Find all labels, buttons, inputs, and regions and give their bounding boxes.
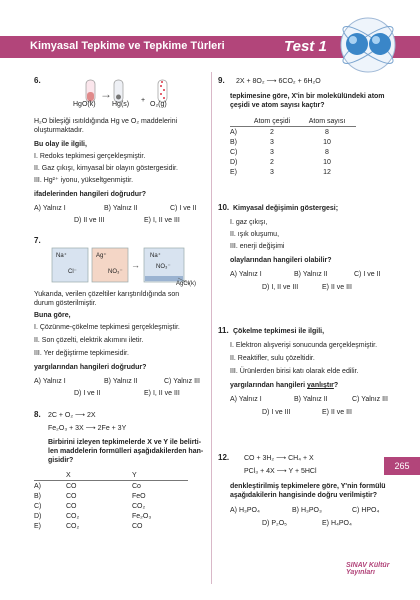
q7-stem-line1: Yukarıda, verilen çözeltiler karıştırıldığında son [34,291,180,298]
q9-row-d[interactable] [230,157,356,167]
q9-cell-kind: 3 [270,148,274,156]
q9-row-letter: C) [230,148,238,156]
q8-row-letter: A) [34,482,41,490]
q11-stem: Çökelme tepkimesi ile ilgili, [233,328,325,335]
q8-options-table [34,470,188,531]
q8-stem-line3: gisidir? [48,457,74,464]
q10-statement-1: I. gaz çıkışı, [230,219,268,226]
q10-option-a[interactable]: A) Yalnız I [230,271,262,278]
q12-option-e[interactable]: E) H₄PO₄ [322,520,352,527]
q11-question-text: yargılarından hangileri [230,382,308,389]
q12-stem-line1: denkleştirilmiş tepkimelere göre, Y'nin formülü [230,483,386,490]
q11-question [230,381,338,390]
q12-option-b[interactable]: B) H₃PO₃ [292,507,322,514]
q7-option-e[interactable]: E) I, II ve III [144,390,180,397]
q12-stem-line2: aşağıdakilerin hangisinde doğru verilmiştir? [230,492,378,499]
svg-text:→: → [131,260,140,270]
q10-statement-2: II. ışık oluşumu, [230,231,280,238]
page-number: 265 [384,457,420,475]
publisher-logo: SINAV Kültür Yayınları [346,562,390,576]
q9-row-letter: E) [230,168,237,176]
q11-number: 11. [218,326,229,335]
q9-equation: 2X + 8O₂ ⟶ 6CO₂ + 6H₂O [236,78,321,85]
q12-option-c[interactable]: C) HPO₄ [352,507,380,514]
q9-stem-line1: tepkimesine göre, X'in bir molekülündeki atom [230,93,385,100]
q7-option-a[interactable]: A) Yalnız I [34,378,66,385]
q8-row-c[interactable] [34,501,188,511]
q8-head-y: Y [122,470,188,481]
q9-row-e[interactable] [230,167,356,177]
q7-precipitate-label: AgCl(k) [176,281,197,287]
q6-stem-line1: H₂O bileşiği ısıtıldığında Hg ve O₂ maddelerini [34,118,178,125]
q10-option-b[interactable]: B) Yalnız II [294,271,328,278]
q9-row-letter: B) [230,138,237,146]
q11-question-mark: ? [333,382,339,389]
q7-number: 7. [34,236,41,245]
q8-row-e[interactable] [34,521,188,531]
q9-number: 9. [218,76,225,85]
chapter-title: Kimyasal Tepkime ve Tepkime Türleri [30,40,225,52]
q9-cell-count: 8 [325,128,329,136]
q12-reaction-1: CO + 3H₂ ⟶ CH₄ + X [244,455,314,462]
q11-option-c[interactable]: C) Yalnız III [352,396,388,403]
q6-stem-line2: oluşturmaktadır. [34,127,84,134]
q6-label-o2: O₂(g) [150,101,167,108]
q8-row-a[interactable] [34,481,188,492]
q6-question: ifadelerinden hangileri doğrudur? [34,191,147,198]
q8-cell-x: CO [66,502,77,510]
q8-cell-x: CO₂ [66,512,80,520]
q7-lead: Buna göre, [34,312,71,319]
q12-number: 12. [218,453,230,462]
q10-statement-3: III. enerji değişimi [230,243,285,250]
q7-stem-line2: durum gösterilmiştir. [34,300,97,307]
q8-cell-y: CO₂ [132,502,146,510]
q11-option-a[interactable]: A) Yalnız I [230,396,262,403]
q8-stem-line1: Birbirini izleyen tepkimelerde X ve Y ile belirti- [48,439,202,446]
q11-statement-3: III. Ürünlerden birisi katı olarak elde edilir. [230,368,359,375]
q9-cell-count: 8 [325,148,329,156]
q6-option-a[interactable]: A) Yalnız I [34,205,66,212]
q10-number: 10. [218,203,230,212]
atoms-logo-icon [333,14,403,76]
q6-plus: + [141,97,146,104]
q8-reaction-2: Fe₂O₃ + 3X ⟶ 2Fe + 3Y [48,425,127,432]
q9-cell-kind: 2 [270,158,274,166]
q6-number: 6. [34,76,41,85]
q9-stem-line2: çeşidi ve atom sayısı kaçtır? [230,102,325,109]
q9-cell-count: 10 [323,138,331,146]
q8-row-b[interactable] [34,491,188,501]
svg-text:→: → [100,87,112,101]
q10-option-e[interactable]: E) II ve III [322,284,352,291]
q8-cell-y: Co [132,482,141,490]
q8-cell-y: FeO [132,492,146,500]
q7-option-c[interactable]: C) Yalnız III [164,378,200,385]
q9-cell-count: 12 [323,168,331,176]
q9-options-table [230,116,356,177]
q8-row-letter: B) [34,492,41,500]
q9-row-a[interactable] [230,127,356,138]
q6-statement-1: I. Redoks tepkimesi gerçekleşmiştir. [34,153,146,160]
q8-reaction-1: 2C + O₂ ⟶ 2X [48,412,96,419]
q6-label-hgo: HgO(k) [73,101,96,108]
q6-option-c[interactable]: C) I ve II [170,205,197,212]
q9-head-atom-count: Atom sayısı [298,116,356,127]
q7-statement-2: II. Son çözelti, elektrik akımını iletir. [34,337,144,344]
q6-statement-2: II. Gaz çıkışı, kimyasal bir olayın göstergesidir. [34,165,178,172]
q9-cell-count: 10 [323,158,331,166]
q8-cell-y: Fe₂O₃ [132,512,152,520]
q11-option-e[interactable]: E) II ve III [322,409,352,416]
q11-question-emphasis: yanlıştır [307,382,334,389]
q7-statement-3: III. Yer değiştirme tepkimesidir. [34,350,129,357]
q6-lead: Bu olay ile ilgili, [34,141,87,148]
q9-row-c[interactable] [230,147,356,157]
q8-cell-y: CO [132,522,143,530]
q7-ion-na1: Na⁺ [56,253,67,259]
q11-option-b[interactable]: B) Yalnız II [294,396,328,403]
q8-cell-x: CO [66,492,77,500]
q7-ion-cl: Cl⁻ [68,269,77,275]
q9-cell-kind: 3 [270,168,274,176]
q7-option-d[interactable]: D) I ve II [74,390,101,397]
q10-stem: Kimyasal değişimin göstergesi; [233,205,339,212]
q8-cell-x: CO₂ [66,522,80,530]
q9-row-b[interactable] [230,137,356,147]
q8-number: 8. [34,410,41,419]
test-label: Test 1 [284,38,327,55]
q6-label-hg: Hg(s) [112,101,130,108]
q10-question: olaylarından hangileri olabilir? [230,257,332,264]
q8-row-letter: E) [34,522,41,530]
q7-option-b[interactable]: B) Yalnız II [104,378,138,385]
q12-option-a[interactable]: A) H₃PO₄ [230,507,260,514]
q8-head-x: X [56,470,122,481]
column-divider [211,72,212,584]
q9-row-letter: D) [230,158,238,166]
q6-option-d[interactable]: D) II ve III [74,217,105,224]
q7-ion-na2: Na⁺ [150,253,161,259]
q11-statement-2: II. Reaktifler, sulu çözeltidir. [230,355,315,362]
q7-ion-ag: Ag⁺ [96,253,107,259]
q8-cell-x: CO [66,482,77,490]
q9-row-letter: A) [230,128,237,136]
q6-option-e[interactable]: E) I, II ve III [144,217,180,224]
q12-option-d[interactable]: D) P₂O₅ [262,520,287,527]
q10-option-c[interactable]: C) I ve II [354,271,381,278]
q11-statement-1: I. Elektron alışverişi sonucunda gerçekleşmiştir. [230,342,378,349]
q12-reaction-2: PCl₃ + 4X ⟶ Y + 5HCl [244,468,317,475]
q6-statement-3: III. Hg²⁺ iyonu, yükseltgenmiştir. [34,177,134,184]
q9-cell-kind: 2 [270,128,274,136]
q7-ion-no3-2: NO₃⁻ [156,264,171,270]
q6-option-b[interactable]: B) Yalnız II [104,205,138,212]
q9-cell-kind: 3 [270,138,274,146]
q7-ion-no3-1: NO₃⁻ [108,269,123,275]
q7-statement-1: I. Çözünme-çökelme tepkimesi gerçekleşmiştir. [34,324,180,331]
q7-question: yargılarından hangileri doğrudur? [34,364,147,371]
q9-head-atom-kind: Atom çeşidi [246,116,298,127]
q8-stem-line2: len maddelerin formülleri aşağıdakilerden han- [48,448,204,455]
q8-row-letter: D) [34,512,42,520]
q8-row-d[interactable] [34,511,188,521]
q11-option-d[interactable]: D) I ve III [262,409,291,416]
q10-option-d[interactable]: D) I, II ve III [262,284,299,291]
q8-row-letter: C) [34,502,42,510]
